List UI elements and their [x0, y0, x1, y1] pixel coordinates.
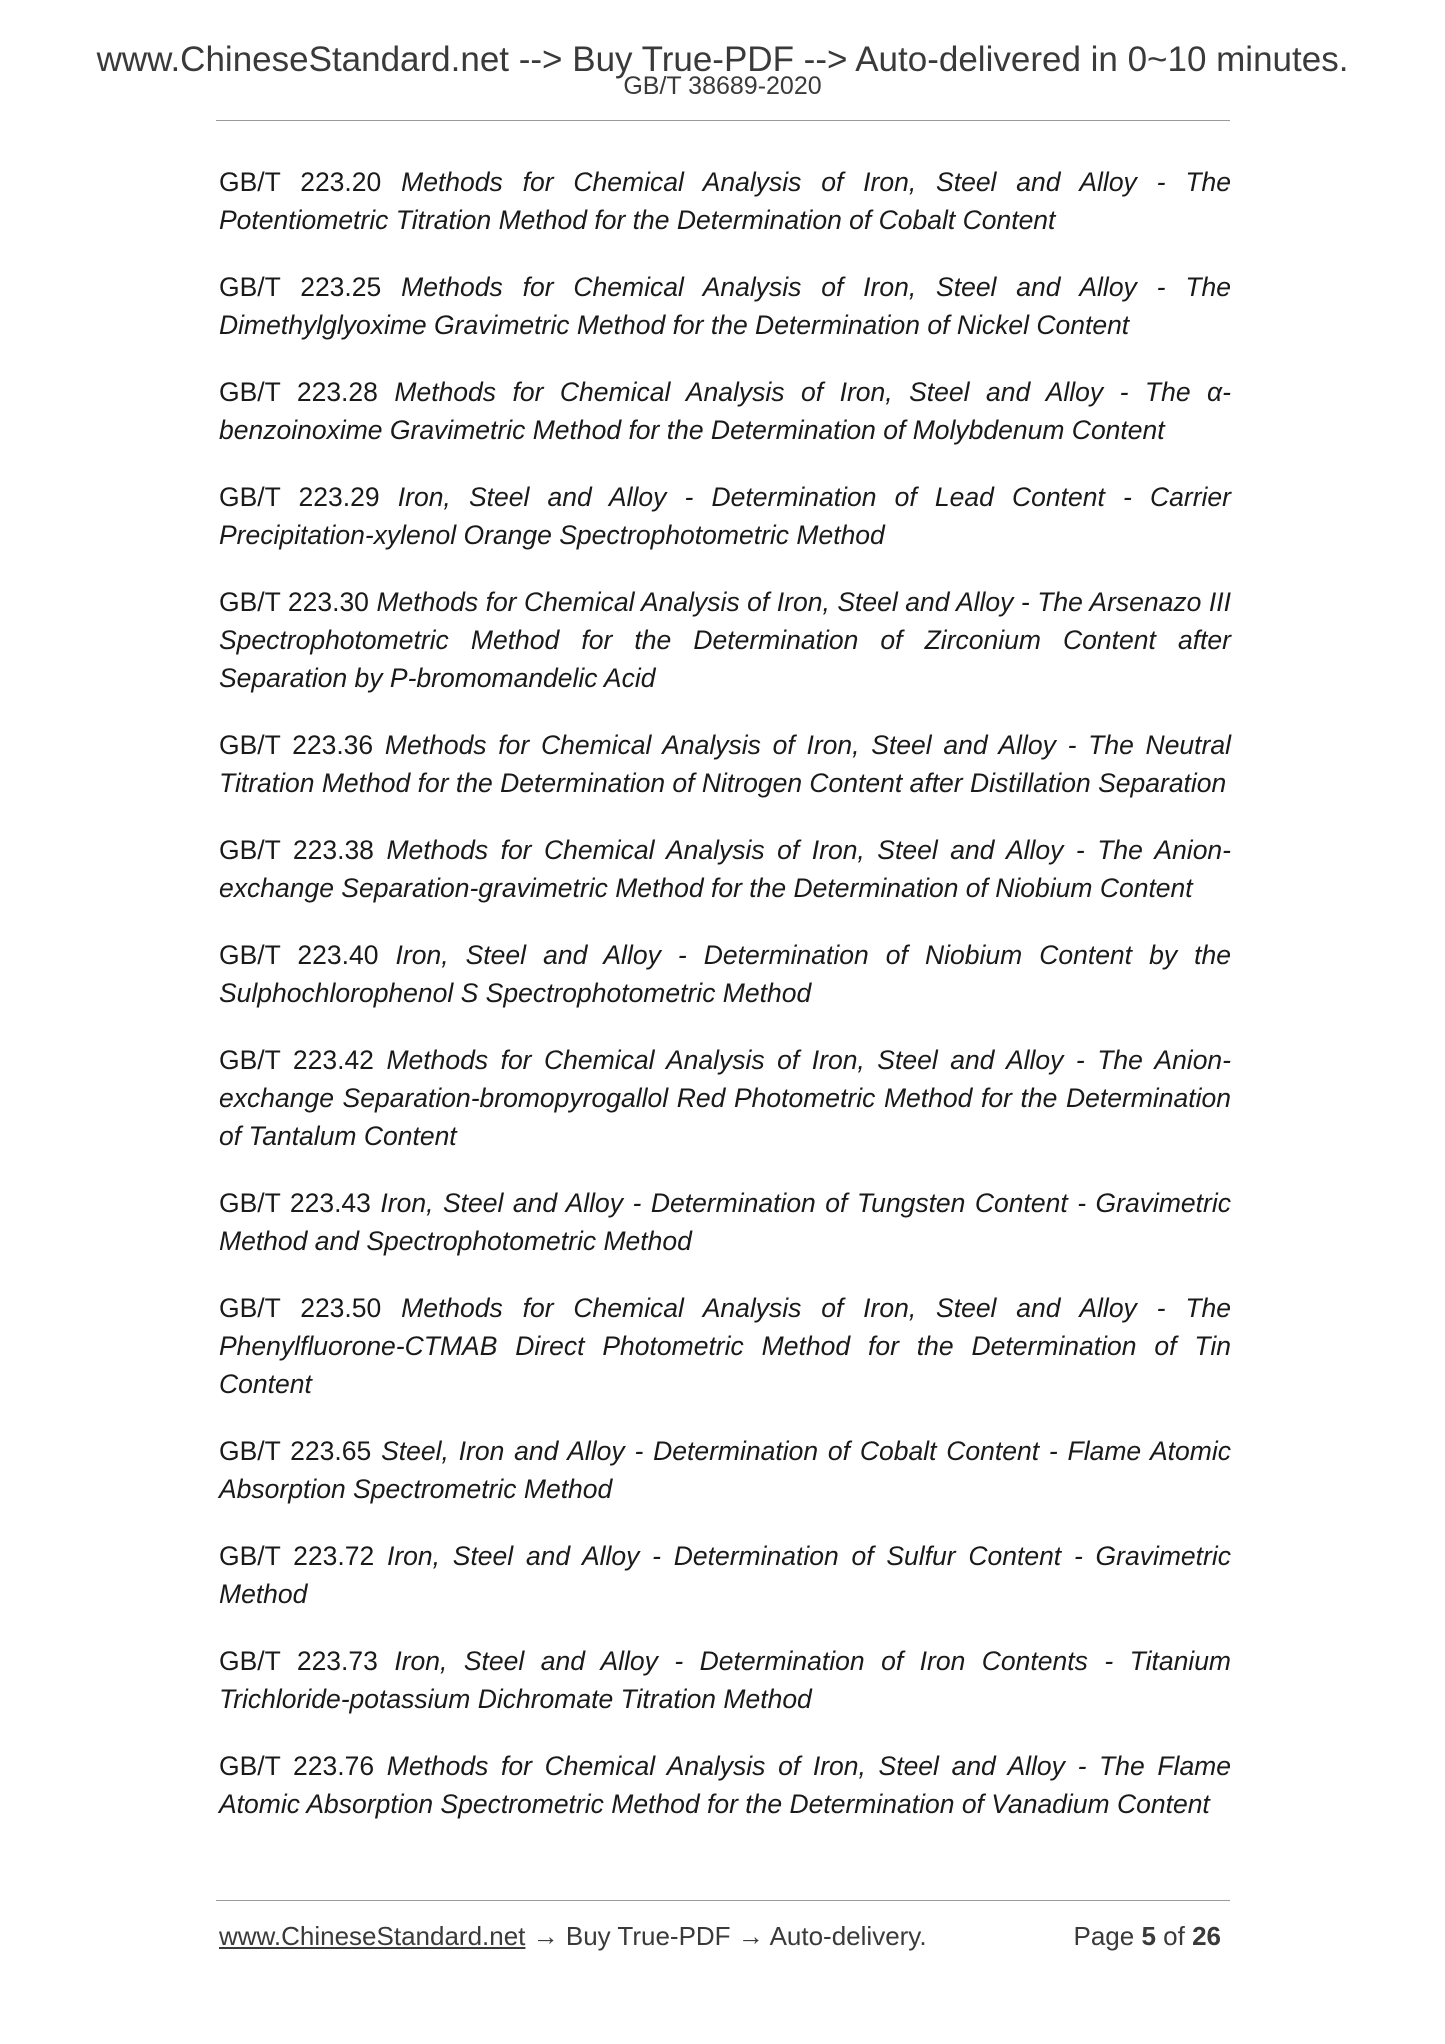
reference-title: Iron, Steel and Alloy - Determination of Tungsten Content - Gravimetric Method and Spectrophotometric Method [219, 1188, 1231, 1256]
reference-item [219, 373, 1231, 449]
document-code: GB/T 38689-2020 [623, 72, 822, 100]
footer-divider [216, 1900, 1230, 1901]
reference-title: Iron, Steel and Alloy - Determination of Sulfur Content - Gravimetric Method [219, 1541, 1231, 1609]
page-current: 5 [1141, 1921, 1156, 1951]
reference-title: Methods for Chemical Analysis of Iron, Steel and Alloy - The Anion-exchange Separation-gravimetric Method for the Determination of Niobium Content [219, 835, 1231, 903]
reference-item [219, 1041, 1231, 1155]
reference-item [219, 726, 1231, 802]
reference-code: GB/T 223.72 [219, 1541, 375, 1571]
page-total: 26 [1192, 1921, 1221, 1951]
reference-title: Iron, Steel and Alloy - Determination of Lead Content - Carrier Precipitation-xylenol Orange Spectrophotometric Method [219, 482, 1231, 550]
page-footer [219, 1919, 1231, 1953]
reference-code: GB/T 223.28 [219, 377, 378, 407]
reference-title: Methods for Chemical Analysis of Iron, Steel and Alloy - The α-benzoinoxime Gravimetric Method for the Determination of Molybdenum Content [219, 377, 1231, 445]
reference-code: GB/T 223.76 [219, 1751, 375, 1781]
header-divider [216, 120, 1230, 121]
reference-title: Methods for Chemical Analysis of Iron, Steel and Alloy - The Dimethylglyoxime Gravimetric Method for the Determination of Nickel Content [219, 272, 1231, 340]
reference-item [219, 1537, 1231, 1613]
reference-code: GB/T 223.25 [219, 272, 382, 302]
reference-item [219, 1184, 1231, 1260]
reference-title: Methods for Chemical Analysis of Iron, Steel and Alloy - The Potentiometric Titration Method for the Determination of Cobalt Content [219, 167, 1231, 235]
reference-code: GB/T 223.73 [219, 1646, 378, 1676]
reference-item [219, 268, 1231, 344]
reference-title: Methods for Chemical Analysis of Iron, Steel and Alloy - The Arsenazo III Spectrophotometric Method for the Determination of Zirconium Content after Separation by P-bromomandelic Acid [219, 587, 1231, 693]
reference-item [219, 1642, 1231, 1718]
reference-title: Methods for Chemical Analysis of Iron, Steel and Alloy - The Anion-exchange Separation-bromopyrogallol Red Photometric Method for the Determination of Tantalum Content [219, 1045, 1231, 1151]
reference-item [219, 831, 1231, 907]
page-number [1073, 1919, 1221, 1953]
reference-code: GB/T 223.65 [219, 1436, 372, 1466]
page-label: Page [1073, 1921, 1135, 1951]
site-banner[interactable]: www.ChineseStandard.net --> Buy True-PDF --> Auto-delivered in 0~10 minutes. [96, 40, 1349, 79]
reference-item [219, 583, 1231, 697]
reference-item [219, 163, 1231, 239]
reference-code: GB/T 223.20 [219, 167, 382, 197]
reference-code: GB/T 223.38 [219, 835, 374, 865]
normative-references-list [219, 163, 1231, 1852]
reference-item [219, 1289, 1231, 1403]
page-of: of [1163, 1921, 1185, 1951]
reference-item [219, 1747, 1231, 1823]
reference-title: Methods for Chemical Analysis of Iron, Steel and Alloy - The Phenylfluorone-CTMAB Direct Photometric Method for the Determination of Tin Content [219, 1293, 1231, 1399]
reference-code: GB/T 223.50 [219, 1293, 382, 1323]
footer-site-link[interactable]: www.ChineseStandard.net [219, 1921, 526, 1951]
reference-code: GB/T 223.36 [219, 730, 374, 760]
reference-code: GB/T 223.42 [219, 1045, 374, 1075]
footer-tagline: → Buy True-PDF → Auto-delivery. [525, 1921, 927, 1951]
reference-title: Methods for Chemical Analysis of Iron, Steel and Alloy - The Flame Atomic Absorption Spectrometric Method for the Determination of Vanadium Content [219, 1751, 1231, 1819]
reference-item [219, 478, 1231, 554]
reference-title: Steel, Iron and Alloy - Determination of Cobalt Content - Flame Atomic Absorption Spectrometric Method [219, 1436, 1231, 1504]
reference-code: GB/T 223.30 [219, 587, 369, 617]
reference-code: GB/T 223.29 [219, 482, 380, 512]
reference-code: GB/T 223.43 [219, 1188, 371, 1218]
reference-item [219, 936, 1231, 1012]
reference-title: Iron, Steel and Alloy - Determination of Niobium Content by the Sulphochlorophenol S Spectrophotometric Method [219, 940, 1231, 1008]
reference-item [219, 1432, 1231, 1508]
reference-title: Iron, Steel and Alloy - Determination of Iron Contents - Titanium Trichloride-potassium Dichromate Titration Method [219, 1646, 1232, 1714]
reference-code: GB/T 223.40 [219, 940, 379, 970]
reference-title: Methods for Chemical Analysis of Iron, Steel and Alloy - The Neutral Titration Method for the Determination of Nitrogen Content after Distillation Separation [219, 730, 1231, 798]
